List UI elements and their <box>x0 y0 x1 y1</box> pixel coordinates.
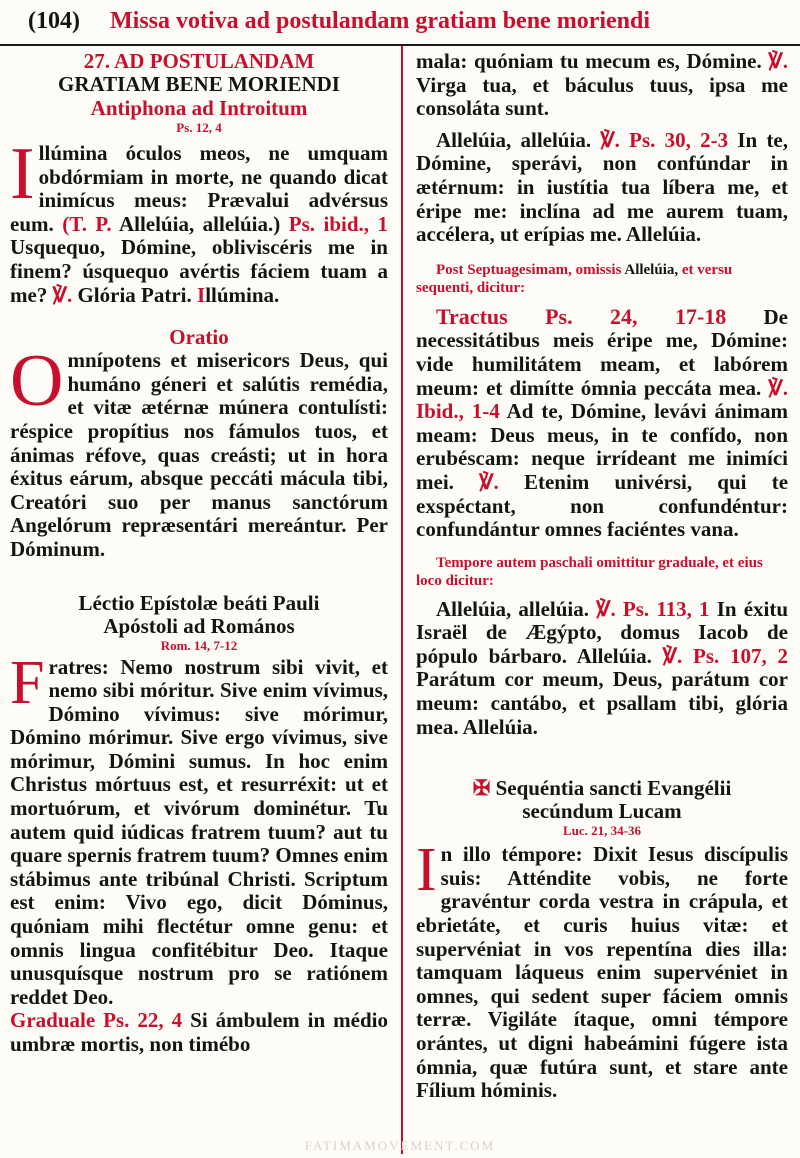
versicle-icon: ℣. <box>596 596 616 621</box>
drop-cap: I <box>416 836 437 905</box>
introit-heading: Antiphona ad Introitum <box>90 96 308 120</box>
lectio-title: Léctio Epístolæ beáti Pauli Apóstoli ad Romános <box>78 590 320 638</box>
page-number: (104) <box>28 8 80 34</box>
drop-cap: O <box>10 340 64 423</box>
introit-reference: Ps. 12, 4 <box>176 120 222 135</box>
versicle-icon: ℣. <box>662 643 683 668</box>
right-column <box>416 50 788 1103</box>
running-title: Missa votiva ad postulandam gratiam bene moriendi <box>110 8 651 34</box>
alleluia-text: Allelúia, allelúia. ℣. Ps. 30, 2-3 In te, Dómine, sperávi, non confúndar in ætérnum: in iustítia tua líbera me, et éripe me: inclína ad me aurem tuam, accélera, ut erípias me. Allelúia. <box>416 127 789 247</box>
versicle-icon: ℣. <box>768 49 789 73</box>
graduale-text: Graduale Ps. 22, 4 Si ámbulem in médio umbræ mortis, non timébo <box>10 1008 388 1056</box>
versicle-icon: ℣. <box>479 469 499 494</box>
oratio-heading: Oratio <box>169 325 229 350</box>
drop-cap: I <box>10 133 35 215</box>
lectio-reference: Rom. 14, 7-12 <box>160 637 238 653</box>
gospel-text: In illo témpore: Dixit Iesus discípulis suis: Atténdite vobis, ne forte gravéntur corda vestra in crápula, et ebrietáte, et curis huius vitæ: et supervéniat in vos repentína dies illa: tamquam láqueus enim supervéniet in omnes, qui sedent super fáciem omnis terræ. Vigiláte ítaque, omni témpore orántes, ut digni habeámini fúgere ista ómnia, quæ futúra sunt, et stare ante Fílium hóminis. <box>416 836 788 1103</box>
tractus-text: Tractus Ps. 24, 17-18 De necessitátibus meis éripe me, Dómine: vide humilitátem meam, et labórem meum: et dimítte ómnia peccáta mea. ℣. Ibid., 1-4 Ad te, Dómine, levávi ánimam meam: Deus meus, in te confído, non erubéscam: neque irrídeant me inimíci mei. ℣. Etenim univérsi, qui te exspéctant, non confundéntur: confundántur omnes faciéntes vana. <box>416 303 789 542</box>
introit-text: Illúmina óculos meos, ne umquam obdórmiam in morte, ne quando dicat inimícus meus: Prævalui advérsus eum. (T. P. Allelúia, allelúia.) Ps. ibid., 1 Usquequo, Dómine, obliviscéris me in finem? úsquequo avértis fáciem tuam a me? ℣. Glória Patri. Illúmina. <box>10 133 389 307</box>
drop-cap: F <box>10 648 45 717</box>
oratio-text: Omnípotens et misericors Deus, qui humáno géneri et salútis remédia, et vitæ ætérnæ múnera contulísti: réspice propítius nos fámulos tuos, et ánimas réfove, quas creásti; ut in hora éxitus eárum, absque peccáti mácula tibi, Creatóri suo per manus sanctórum Angelórum repræsentári mereántur. Per Dóminum. <box>10 340 388 561</box>
watermark: FATIMAMOVEMENT.COM <box>304 1138 496 1153</box>
graduale-continued: mala: quóniam tu mecum es, Dómine. ℣. Virga tua, et báculus tuus, ipsa me consoláta sunt. <box>416 49 789 121</box>
mass-title: 27. AD POSTULANDAM GRATIAM BENE MORIENDI <box>58 49 340 96</box>
column-divider <box>401 46 403 1154</box>
gospel-title: ✠ Sequéntia sancti Evangélii secúndum Lucam <box>472 776 732 824</box>
versicle-icon: ℣. <box>768 375 788 400</box>
paschal-alleluia: Allelúia, allelúia. ℣. Ps. 113, 1 In éxitu Israël de Ægýpto, domus Iacob de pópulo bárbaro. Allelúia. ℣. Ps. 107, 2 Parátum cor meum, Deus, parátum cor meum: cantábo, et psallam tibi, glória mea. Allelúia. <box>416 596 789 739</box>
left-column <box>10 50 388 1057</box>
gospel-reference: Luc. 21, 34-36 <box>563 823 641 839</box>
lectio-text: Fratres: Nemo nostrum sibi vivit, et nemo sibi móritur. Sive enim vívimus, Dómino vívimus: sive mórimur, Dómino mórimur. Sive ergo vívimus, sive mórimur, Dómini sumus. In hoc enim Christus mórtuus est, et resurréxit: ut et mortuórum, et vivórum dominétur. Tu autem quid iúdicas fratrem tuum? aut tu quare spernis fratrem tuum? Omnes enim stábimus ante tribúnal Christi. Scriptum est enim: Vivo ego, dicit Dóminus, quóniam mihi flectétur omne genu: et omnis lingua confitébitur Deo. Itaque unusquísque nostrum pro se ratiónem reddet Deo. <box>10 648 388 1009</box>
rubric-septuagesima: Post Septuagesimam, omissis Allelúia, et versu sequenti, dicitur: <box>416 261 733 296</box>
page-header <box>0 0 800 46</box>
versicle-icon: ℣. <box>52 282 73 307</box>
cross-icon: ✠ <box>472 776 491 801</box>
versicle-icon: ℣. <box>600 127 620 152</box>
rubric-paschal: Tempore autem paschali omittitur graduale, et eius loco dicitur: <box>416 554 763 589</box>
